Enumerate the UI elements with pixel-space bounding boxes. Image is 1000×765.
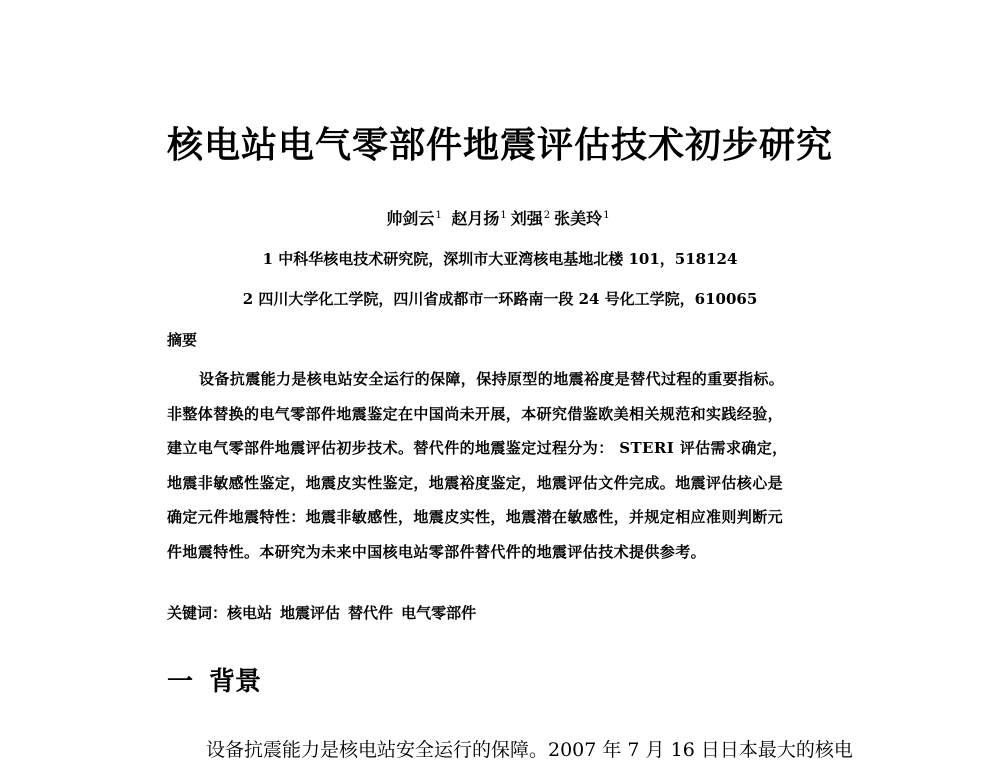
author-name: 赵月扬 [451,209,500,228]
abstract-line: 非整体替换的电气零部件地震鉴定在中国尚未开展，本研究借鉴欧美相关规范和实践经验， [167,404,784,423]
author-affiliation-mark: 1 [435,210,442,221]
author-name: 刘强 [510,209,543,228]
author-affiliation-mark: 1 [603,210,610,221]
abstract-line: 确定元件地震特性：地震非敏感性，地震皮实性，地震潜在敏感性，并规定相应准则判断元 [167,508,784,526]
abstract-body [167,362,853,569]
section-title: 背景 [209,667,262,697]
author-affiliation-mark: 1 [500,210,507,221]
keyword: 替代件 [348,604,394,622]
author-name: 帅剑云 [386,209,435,228]
abstract-line: 地震非敏感性鉴定，地震皮实性鉴定，地震裕度鉴定，地震评估文件完成。地震评估核心是 [167,473,784,492]
abstract-line: 建立电气零部件地震评估初步技术。替代件的地震鉴定过程分为： STERI 评估需求确定， [167,439,788,457]
affiliation-2: 2 四川大学化工学院，四川省成都市一环路南一段 24 号化工学院，610065 [242,290,758,308]
abstract-heading: 摘要 [167,331,198,349]
abstract-line: 设备抗震能力是核电站安全运行的保障，保持原型的地震裕度是替代过程的重要指标。 [199,370,785,388]
keywords-label: 关键词： [167,604,228,622]
section-number: 一 [167,667,194,697]
keywords-line [167,601,484,625]
section-heading [167,662,261,702]
abstract-line: 件地震特性。本研究为未来中国核电站零部件替代件的地震评估技术提供参考。 [167,542,707,561]
body-paragraph-line: 设备抗震能力是核电站安全运行的保障。2007 年 7 月 16 日日本最大的核电 [206,739,853,761]
author-list [0,204,1000,231]
paper-title: 核电站电气零部件地震评估技术初步研究 [166,124,833,166]
keyword: 地震评估 [280,604,341,622]
author-affiliation-mark: 2 [543,210,551,221]
keyword: 电气零部件 [401,604,477,622]
affiliation-1: 1 中科华核电技术研究院，深圳市大亚湾核电基地北楼 101，518124 [262,250,738,268]
keyword: 核电站 [227,604,273,622]
author-name: 张美玲 [554,209,603,228]
